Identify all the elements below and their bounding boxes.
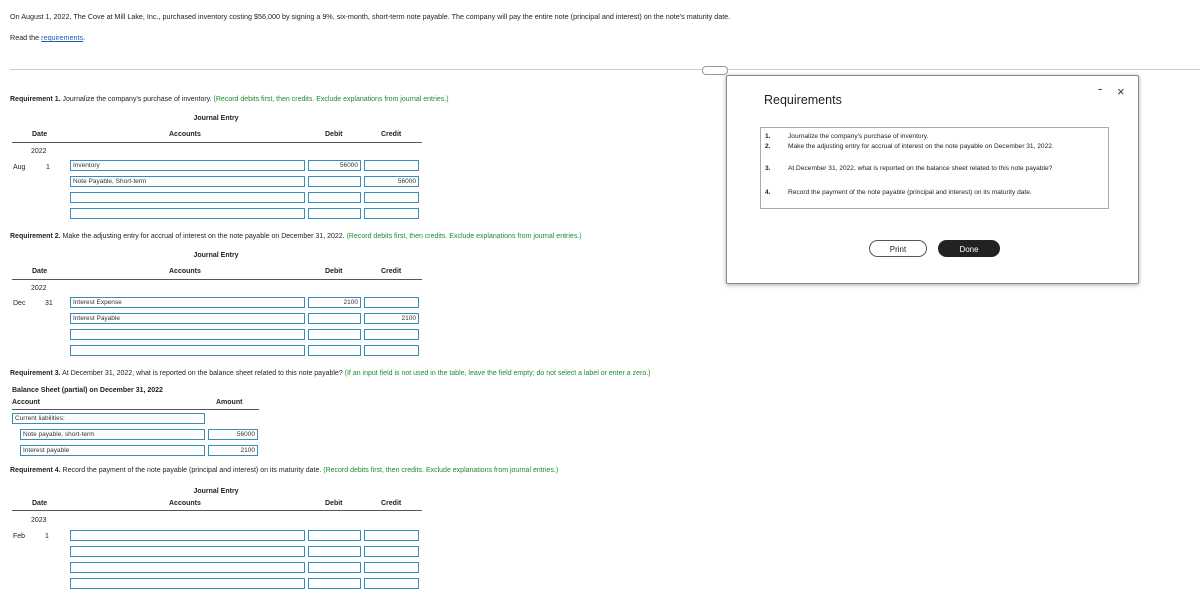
problem-statement: On August 1, 2022, The Cove at Mill Lake, Inc., purchased inventory costing $56,000 by signing a 9%, six-month, short-term note payable. The company will pay the entire note (principal and interest) on the note's maturity date. <box>10 12 731 21</box>
req2-debit-input[interactable] <box>308 313 361 324</box>
req2-header-credit: Credit <box>381 268 402 275</box>
req2-debit-input[interactable] <box>308 329 361 340</box>
req4-month: Feb <box>13 533 26 540</box>
req2-note: (Record debits first, then credits. Exclude explanations from journal entries.) <box>346 233 582 240</box>
req2-header-line <box>12 279 422 280</box>
req1-journal-title: Journal Entry <box>193 115 239 122</box>
req3-note: (If an input field is not used in the table, leave the field empty; do not select a label or enter a zero.) <box>344 370 651 377</box>
req1-account-input[interactable]: Note Payable, Short-term <box>70 176 305 187</box>
req2-header-debit: Debit <box>325 268 343 275</box>
req2-account-input[interactable]: Interest Payable <box>70 313 305 324</box>
requirements-list <box>760 127 1109 209</box>
req1-title <box>10 96 449 103</box>
req2-header-accounts: Accounts <box>169 268 201 275</box>
req2-debit-input[interactable]: 2100 <box>308 297 361 308</box>
req4-account-input[interactable] <box>70 578 305 589</box>
req1-credit-input[interactable]: 56000 <box>364 176 419 187</box>
done-button[interactable]: Done <box>938 240 1000 257</box>
req4-debit-input[interactable] <box>308 530 361 541</box>
req2-month: Dec <box>13 300 26 307</box>
req4-credit-input[interactable] <box>364 530 419 541</box>
req4-credit-input[interactable] <box>364 562 419 573</box>
req1-header-accounts: Accounts <box>169 131 201 138</box>
req1-header-debit: Debit <box>325 131 343 138</box>
bs-amount-input[interactable]: 2100 <box>208 445 258 456</box>
req4-journal-title: Journal Entry <box>193 488 239 495</box>
req2-account-input[interactable]: Interest Expense <box>70 297 305 308</box>
req3-label: Requirement 3. <box>10 370 61 377</box>
req4-account-input[interactable] <box>70 546 305 557</box>
item-text: Make the adjusting entry for accrual of interest on the note payable on December 31, 2022. <box>788 143 1054 150</box>
bs-amount-input[interactable]: 56000 <box>208 429 258 440</box>
req3-title <box>10 370 651 377</box>
item-text: Record the payment of the note payable (principal and interest) on its maturity date. <box>788 189 1032 196</box>
close-icon[interactable]: × <box>1117 84 1125 99</box>
req4-debit-input[interactable] <box>308 546 361 557</box>
item-number: 2. <box>765 143 771 150</box>
req4-header-line <box>12 510 422 511</box>
req1-header-date: Date <box>32 131 48 138</box>
item-number: 3. <box>765 165 771 172</box>
read-requirements-line <box>10 33 85 42</box>
req4-header-debit: Debit <box>325 500 343 507</box>
req1-debit-input[interactable] <box>308 208 361 219</box>
req1-credit-input[interactable] <box>364 192 419 203</box>
req1-credit-input[interactable] <box>364 160 419 171</box>
req1-month: Aug <box>13 164 26 171</box>
req4-year: 2023 <box>31 517 47 524</box>
req4-header-date: Date <box>32 500 48 507</box>
bs-section-label: Current liabilities: <box>15 415 65 422</box>
req2-header-date: Date <box>32 268 48 275</box>
req4-label: Requirement 4. <box>10 467 61 474</box>
req2-credit-input[interactable]: 2100 <box>364 313 419 324</box>
req4-header-accounts: Accounts <box>169 500 201 507</box>
bs-account-input[interactable]: Note payable, short-term <box>20 429 205 440</box>
minimize-icon[interactable]: - <box>1098 81 1103 96</box>
req2-day: 31 <box>45 300 53 307</box>
requirements-link[interactable]: requirements <box>41 33 84 42</box>
req1-note: (Record debits first, then credits. Exclude explanations from journal entries.) <box>213 96 449 103</box>
req2-credit-input[interactable] <box>364 297 419 308</box>
req2-debit-input[interactable] <box>308 345 361 356</box>
req3-text: At December 31, 2022, what is reported on the balance sheet related to this note payable? <box>60 370 345 377</box>
req4-day: 1 <box>45 533 49 540</box>
req1-account-input[interactable] <box>70 208 305 219</box>
req4-text: Record the payment of the note payable (principal and interest) on its maturity date. <box>60 467 324 474</box>
req1-text: Journalize the company's purchase of inventory. <box>60 96 214 103</box>
req2-year: 2022 <box>31 285 47 292</box>
divider <box>10 69 1200 70</box>
req4-note: (Record debits first, then credits. Exclude explanations from journal entries.) <box>323 467 559 474</box>
req4-credit-input[interactable] <box>364 546 419 557</box>
read-prefix: Read the <box>10 33 42 42</box>
item-text: Journalize the company's purchase of inventory. <box>788 133 929 140</box>
req4-header-credit: Credit <box>381 500 402 507</box>
req4-debit-input[interactable] <box>308 562 361 573</box>
req1-account-input[interactable] <box>70 192 305 203</box>
req2-account-input[interactable] <box>70 345 305 356</box>
req2-credit-input[interactable] <box>364 345 419 356</box>
print-button[interactable]: Print <box>869 240 927 257</box>
req4-title <box>10 467 558 474</box>
requirements-dialog <box>726 75 1139 284</box>
req2-journal-title: Journal Entry <box>193 252 239 259</box>
req2-credit-input[interactable] <box>364 329 419 340</box>
bs-account-input[interactable]: Interest payable <box>20 445 205 456</box>
req1-year: 2022 <box>31 148 47 155</box>
bs-section-label-field[interactable] <box>12 413 205 424</box>
req2-text: Make the adjusting entry for accrual of interest on the note payable on December 31, 2022. <box>60 233 347 240</box>
item-number: 1. <box>765 133 771 140</box>
item-text: At December 31, 2022, what is reported on the balance sheet related to this note payable? <box>788 165 1053 172</box>
dialog-title: Requirements <box>764 93 842 107</box>
bs-header-line <box>12 409 259 410</box>
req4-credit-input[interactable] <box>364 578 419 589</box>
req1-debit-input[interactable] <box>308 192 361 203</box>
req4-account-input[interactable] <box>70 562 305 573</box>
req1-header-line <box>12 142 422 143</box>
balance-sheet-title: Balance Sheet (partial) on December 31, 2022 <box>12 387 163 394</box>
req4-debit-input[interactable] <box>308 578 361 589</box>
req4-account-input[interactable] <box>70 530 305 541</box>
req1-debit-input[interactable] <box>308 176 361 187</box>
bs-header-amount: Amount <box>216 399 243 406</box>
req1-label: Requirement 1. <box>10 96 61 103</box>
req1-debit-input[interactable]: 56000 <box>308 160 361 171</box>
req1-day: 1 <box>46 164 50 171</box>
req2-account-input[interactable] <box>70 329 305 340</box>
item-number: 4. <box>765 189 771 196</box>
req2-title <box>10 233 582 240</box>
req1-account-input[interactable]: Inventory <box>70 160 305 171</box>
req2-label: Requirement 2. <box>10 233 61 240</box>
read-suffix: . <box>83 33 86 42</box>
req1-header-credit: Credit <box>381 131 402 138</box>
panel-resize-handle[interactable] <box>702 66 728 75</box>
bs-header-account: Account <box>12 399 40 406</box>
req1-credit-input[interactable] <box>364 208 419 219</box>
